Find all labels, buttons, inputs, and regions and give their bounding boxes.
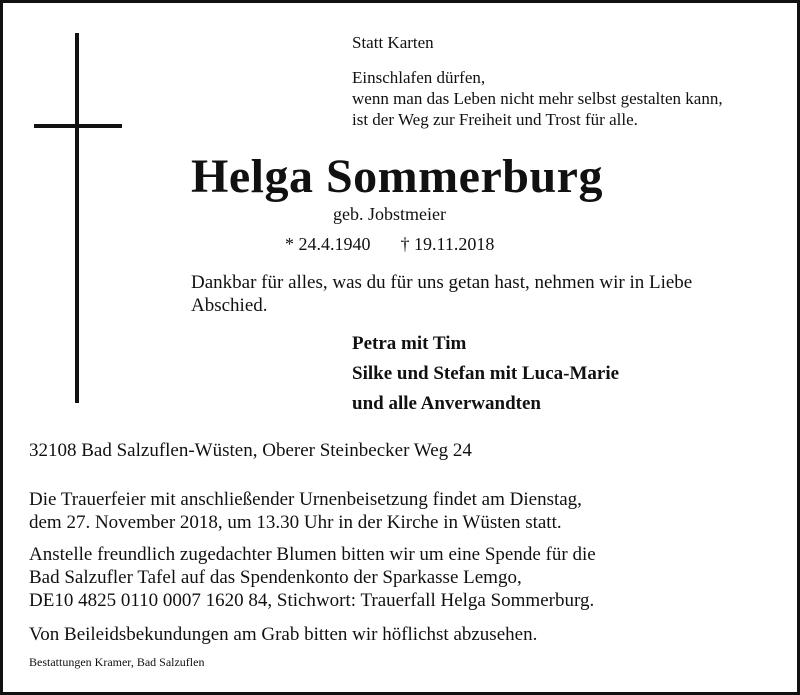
notice-header: Statt Karten [352, 33, 434, 52]
funeral-line: dem 27. November 2018, um 13.30 Uhr in der Kirche in Wüsten statt. [29, 512, 562, 533]
address: 32108 Bad Salzuflen-Wüsten, Oberer Steinbecker Weg 24 [29, 440, 472, 461]
motto-line: wenn man das Leben nicht mehr selbst gestalten kann, [352, 89, 723, 108]
death-date: † 19.11.2018 [400, 234, 495, 254]
funeral-line: Die Trauerfeier mit anschließender Urnenbeisetzung findet am Dienstag, [29, 489, 582, 510]
life-dates [285, 234, 494, 255]
signer-line: Petra mit Tim [352, 333, 467, 354]
funeral-info [29, 488, 582, 534]
funeral-home: Bestattungen Kramer, Bad Salzuflen [29, 655, 205, 669]
birth-date: * 24.4.1940 [285, 234, 371, 254]
condolence-note [29, 623, 537, 646]
signer-line: Silke und Stefan mit Luca-Marie [352, 363, 620, 384]
signer-line: und alle Anverwandten [352, 393, 541, 414]
thanks-line: Abschied. [191, 295, 268, 316]
deceased-name: Helga Sommerburg [191, 150, 603, 203]
thanks-text [191, 271, 692, 317]
maiden-name: geb. Jobstmeier [333, 204, 446, 224]
donation-info [29, 543, 596, 612]
thanks-line: Dankbar für alles, was du für uns getan hast, nehmen wir in Liebe [191, 272, 693, 293]
condolence-line: Von Beileidsbekundungen am Grab bitten wir höflichst abzusehen. [29, 624, 538, 645]
donation-line: Anstelle freundlich zugedachter Blumen bitten wir um eine Spende für die [29, 544, 596, 565]
signers [352, 329, 619, 419]
motto [352, 67, 723, 130]
motto-line: Einschlafen dürfen, [352, 68, 486, 87]
donation-line: Bad Salzufler Tafel auf das Spendenkonto der Sparkasse Lemgo, [29, 567, 522, 588]
donation-line: DE10 4825 0110 0007 1620 84, Stichwort: Trauerfall Helga Sommerburg. [29, 590, 595, 611]
cross-icon-bar [34, 124, 122, 128]
cross-icon [75, 33, 79, 403]
motto-line: ist der Weg zur Freiheit und Trost für alle. [352, 110, 638, 129]
